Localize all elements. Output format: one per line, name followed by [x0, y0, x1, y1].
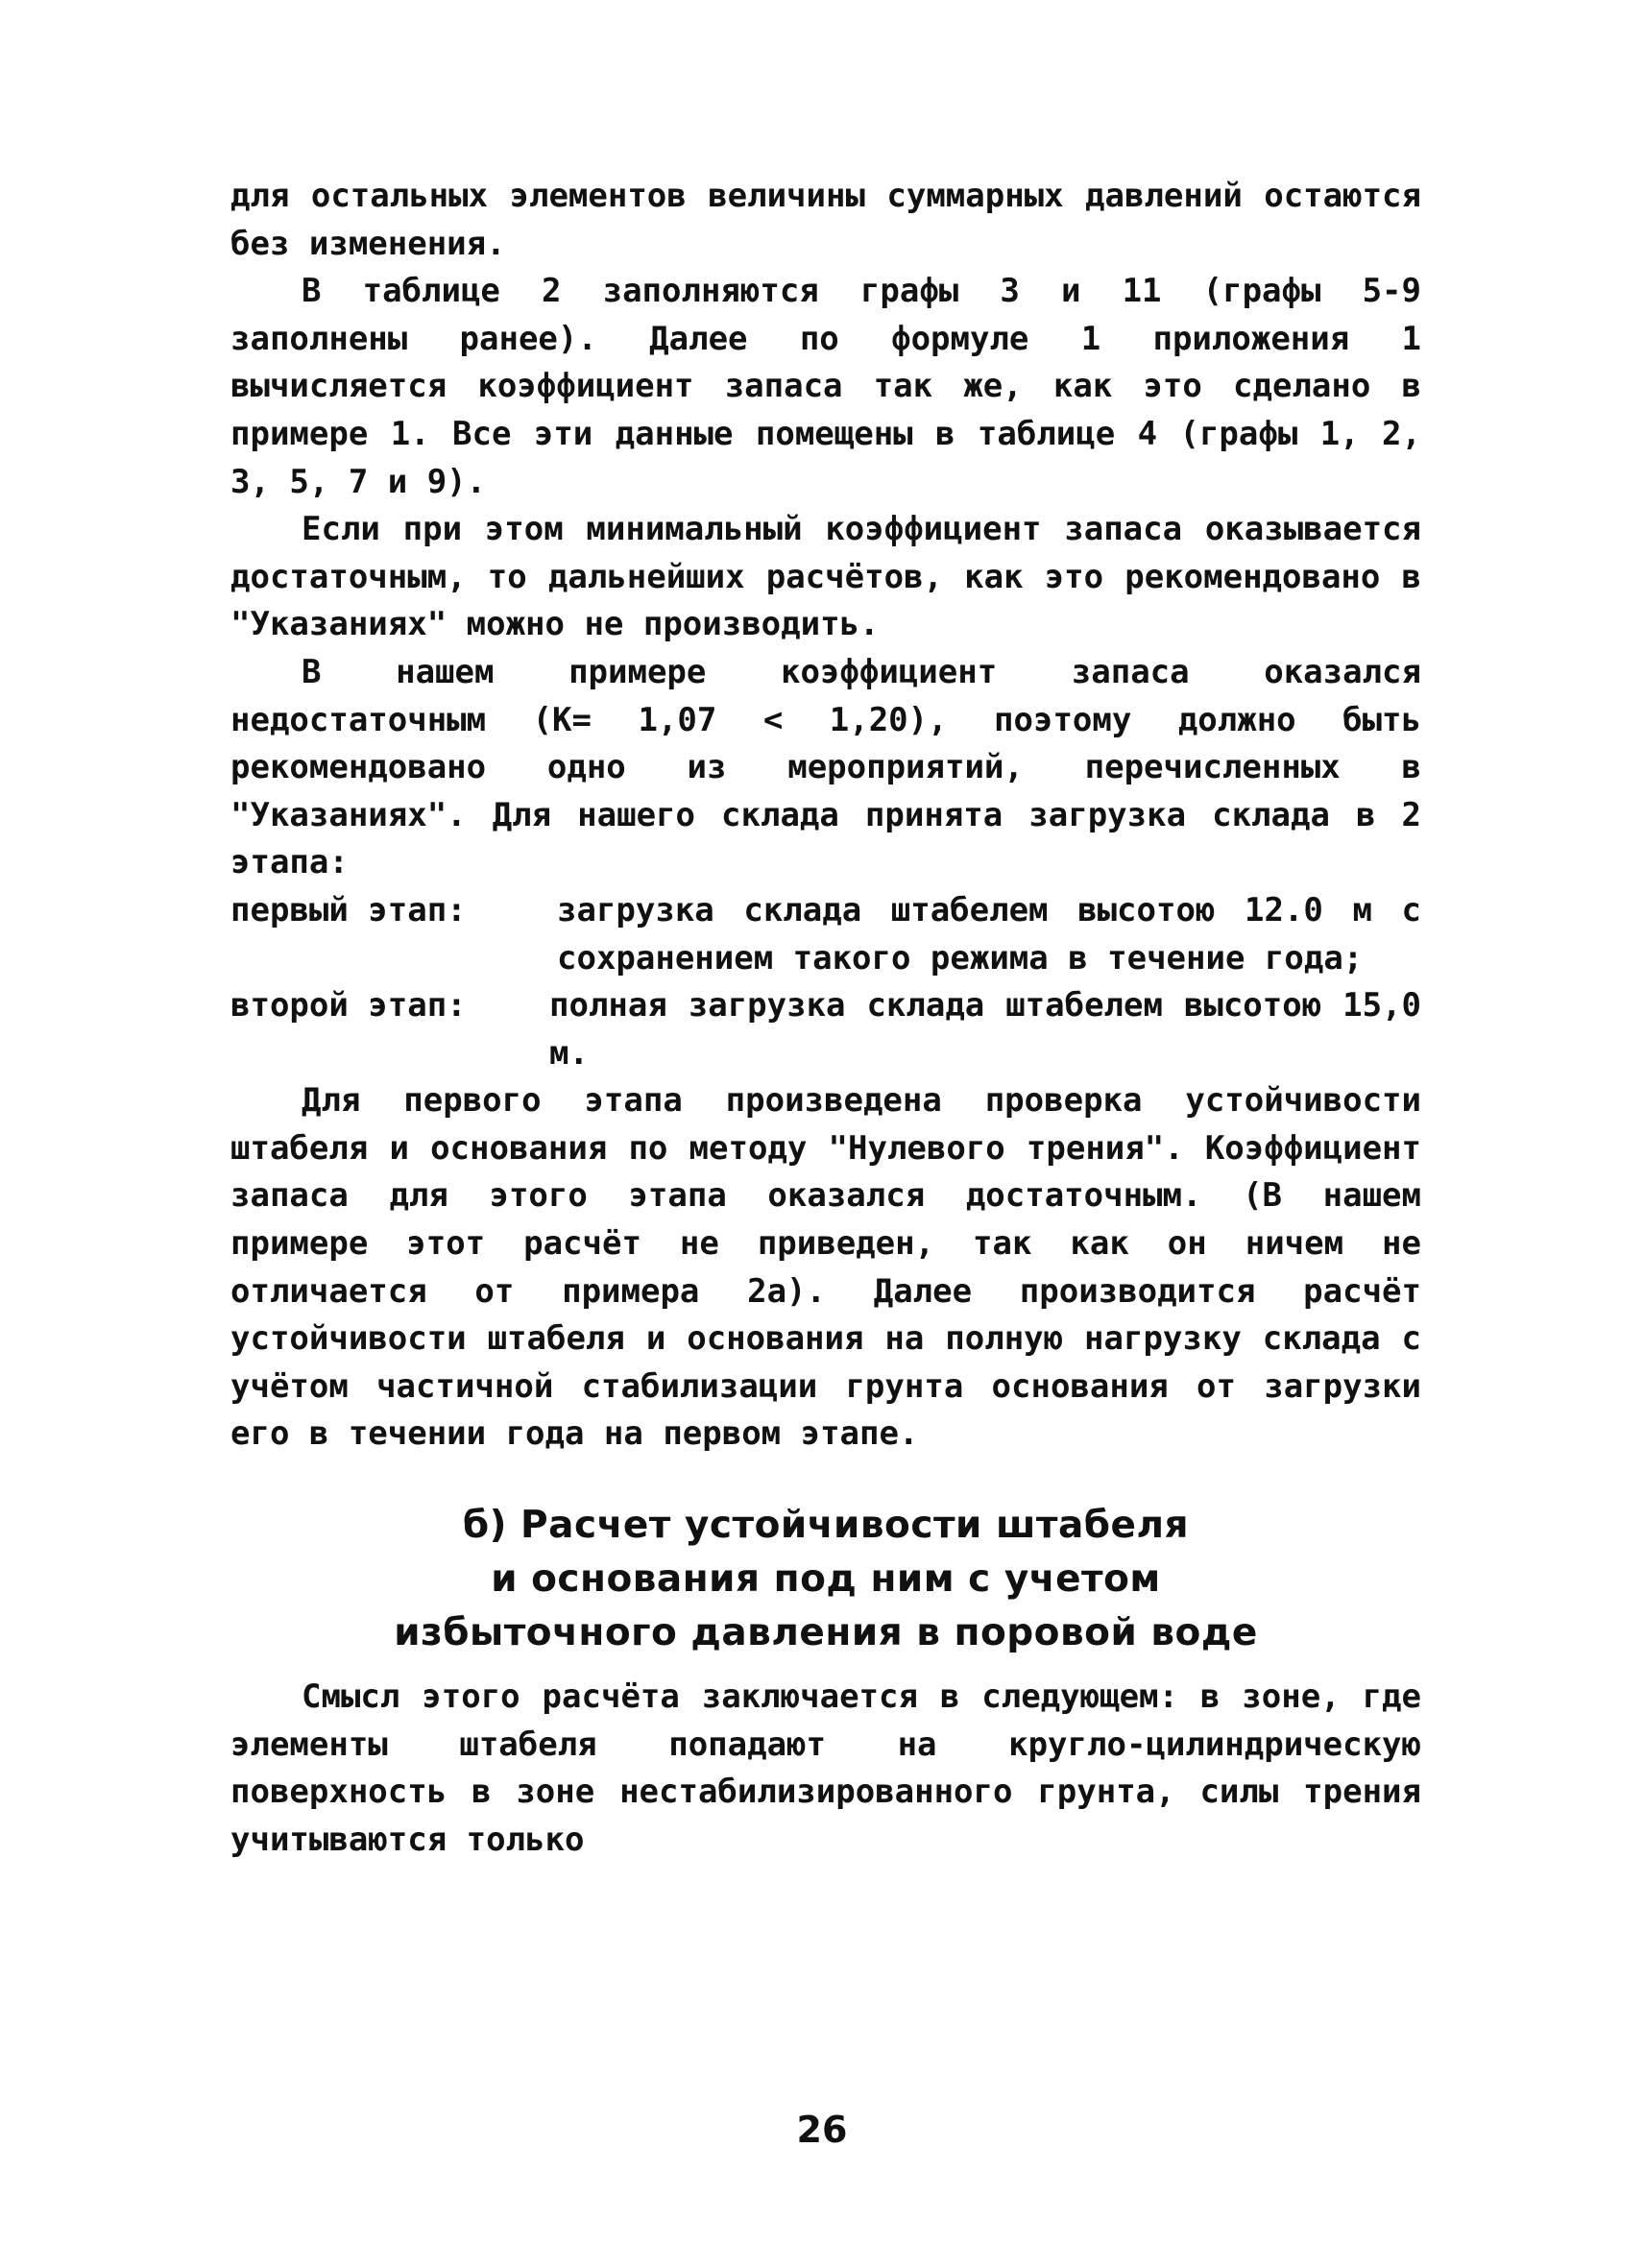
section-heading-line-1: б) Расчет устойчивости штабеля: [462, 1504, 1190, 1548]
stage-first: [230, 887, 1421, 982]
paragraph-3: Если при этом минимальный коэффициент запаса оказывается достаточным, то дальнейших расчётов, как это рекомендовано в "Указаниях" можно не производить.: [230, 510, 1421, 644]
section-heading-line-2: и основания под ним с учетом: [491, 1557, 1161, 1602]
stage-second: [230, 982, 1421, 1077]
paragraph-5: Для первого этапа произведена проверка устойчивости штабеля и основания по методу "Нулевого трения". Коэффициент запаса для этого этапа оказался достаточным. (В нашем примере этот расчёт не приведен, так как он ничем не отличается от примера 2а). Далее производится расчёт устойчивости штабеля и основания на полную нагрузку склада с учётом частичной стабилизации грунта основания от загрузки его в течении года на первом этапе.: [230, 1081, 1421, 1454]
paragraph-2: В таблице 2 заполняются графы 3 и 11 (графы 5-9 заполнены ранее). Далее по формуле 1 приложения 1 вычисляется коэффициент запаса так же, как это сделано в примере 1. Все эти данные помещены в таблице 4 (графы 1, 2, 3, 5, 7 и 9).: [230, 272, 1421, 501]
stage-first-label: первый этап:: [230, 890, 467, 929]
stage-second-text: полная загрузка склада штабелем высотою 15,0 м.: [549, 986, 1421, 1073]
paragraph-6: Смысл этого расчёта заключается в следующем: в зоне, где элементы штабеля попадают на кругло-цилиндрическую поверхность в зоне нестабилизированного грунта, силы трения учитываются только: [230, 1677, 1421, 1859]
paragraph-1: для остальных элементов величины суммарных давлений остаются без изменения.: [230, 177, 1421, 263]
paragraph-4: В нашем примере коэффициент запаса оказался недостаточным (К= 1,07 < 1,20), поэтому должно быть рекомендовано одно из мероприятий, перечисленных в "Указаниях". Для нашего склада принята загрузка склада в 2 этапа:: [230, 652, 1421, 882]
section-heading: [230, 1499, 1421, 1660]
page-content: [230, 173, 1421, 1864]
page-number: 26: [796, 2109, 848, 2151]
section-heading-line-3: избыточного давления в поровой воде: [394, 1611, 1258, 1655]
stage-second-label: второй этап:: [230, 986, 467, 1025]
stage-first-text: загрузка склада штабелем высотою 12.0 м с сохранением такого режима в течение года;: [557, 890, 1421, 977]
